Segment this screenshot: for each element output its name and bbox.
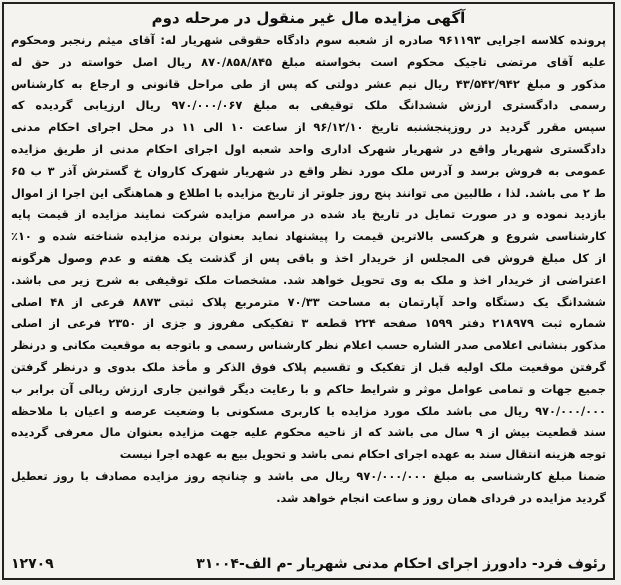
notice-line: سپس مقرر گردید در روزپنجشنبه تاریخ ۹۶/۱۲/۱۰ از ساعت ۱۰ الی ۱۱ در محل اجرای احکام مدنی [11,120,606,135]
notice-line: گرفتن موقعیت ملک اولیه قبل از تفکیک و تقسیم پلاک فوق الذکر و مأخذ ملک بدوی و درنظر گرفتن [11,359,606,374]
notice-code: ۱۲۷۰۹ [11,556,54,572]
signature-line: رئوف فرد- دادورز اجرای احکام مدنی شهریار -م الف-۳۱۰۰۴ [196,556,606,572]
notice-line: جمیع جهات و تمامی عوامل موثر و شرایط حاکم و با رعایت دیگر قوانین جاری ارزش ریالی آن برابر ب [11,381,606,396]
notice-line: شماره ثبت ۲۱۸۹۷۹ دفتر ۱۵۹۹ صفحه ۲۲۴ قطعه ۳ تفکیکی مفروز و جزی از ۲۳۵۰ فرعی از اصلی [11,316,606,331]
notice-line: اعتراضی از خریدار اخذ و ملک به وی تحویل خواهد شد. مشخصات ملک توقیفی به شرح زیر می باشد. [11,272,606,287]
notice-line: بازدید نموده و در صورت تمایل در تاریخ یاد شده در مراسم مزایده شرکت نمایند مزایده از قیمت پایه [11,207,606,222]
notice-line: ضمنا مبلغ کارشناسی به مبلغ ۹۷۰/۰۰۰/۰۰۰ ریال می باشد و چنانچه روز مزایده مصادف با روز تعطیل [11,468,606,483]
notice-title: آگهی مزایده مال غیر منقول در مرحله دوم [151,9,466,27]
notice-line: گردید مزایده در فردای همان روز و ساعت انجام خواهد شد. [276,490,606,505]
notice-line: دادگستری شهریار واقع در شهریار شهرک اداری واحد شعبه اول اجرای احکام مدنی از طریق مزایده [11,141,606,156]
notice-line: توجه هزینه انتقال سند به عهده اجرای احکام نمی باشد و تحویل بیع به عهده اجرا نیست [119,447,606,462]
notice-line: سند قطعیت بیش از ۹ سال می باشد که از ناحیه محکوم علیه جهت مزایده بعنوان مال معرفی گردیده [11,425,606,440]
notice-body [11,30,606,510]
notice-line: ششدانگ یک دستگاه واحد آپارتمان به مساحت ۷۰/۳۳ مترمربع پلاک ثبتی ۸۸۷۳ فرعی از ۴۸ اصلی [11,294,606,309]
notice-line: علیه آقای مرتضی تاجیک محکوم است بخواسته مبلغ ۸۷۰/۸۵۸/۸۴۵ ریال اصل خواسته در حق له [11,54,606,69]
notice-line: کارشناسی شروع و هرکسی بالاترین قیمت را پیشنهاد نماید بعنوان برنده مزایده شناخته شده و ۱۰٪ [11,229,606,244]
notice-line: ط ۲ می باشد. لذا ، طالبین می توانند پنج روز جلوتر از تاریخ مزایده با اطلاع و هماهنگی این اجرا از اموال [11,185,606,200]
notice-line: ۹۷۰/۰۰۰/۰۰۰ ریال می باشد ملک مورد مزایده با کاربری مسکونی با وضعیت عرصه و اعیان با ملاحظه [11,403,606,418]
notice-line: مذکور و مبلغ ۴۳/۵۴۲/۹۴۲ ریال نیم عشر دولتی که پس از طی مراحل قانونی و ارجاع به کارشناس [11,76,606,91]
notice-footer [11,553,606,575]
notice-line: پرونده کلاسه اجرایی ۹۶۱۱۹۳ صادره از شعبه سوم دادگاه حقوقی شهریار له: آقای میثم رنجبر ومحکوم [11,33,606,47]
notice-line: مذکور بنشانی اعلامی صدر الشاره حسب اعلام نظر کارشناس رسمی و باتوجه به موقعیت مکانی و درنظر [11,338,606,353]
notice-line: عمومی به فروش برسد و آدرس ملک مورد نظر واقع در شهریار شهرک کاروان خ گسترش آذر ۳ ب ۶۵ [11,163,606,178]
auction-notice [2,2,615,580]
notice-line: رسمی دادگستری ارزش ششدانگ ملک توقیفی به مبلغ ۹۷۰/۰۰۰/۰۶۷ ریال ارزیابی گردیده که [11,98,606,113]
notice-line: از کل مبلغ فروش فی المجلس از خریدار اخذ و باقی پس از گذشت یک هفته و عدم وصول هرگونه [11,250,606,265]
